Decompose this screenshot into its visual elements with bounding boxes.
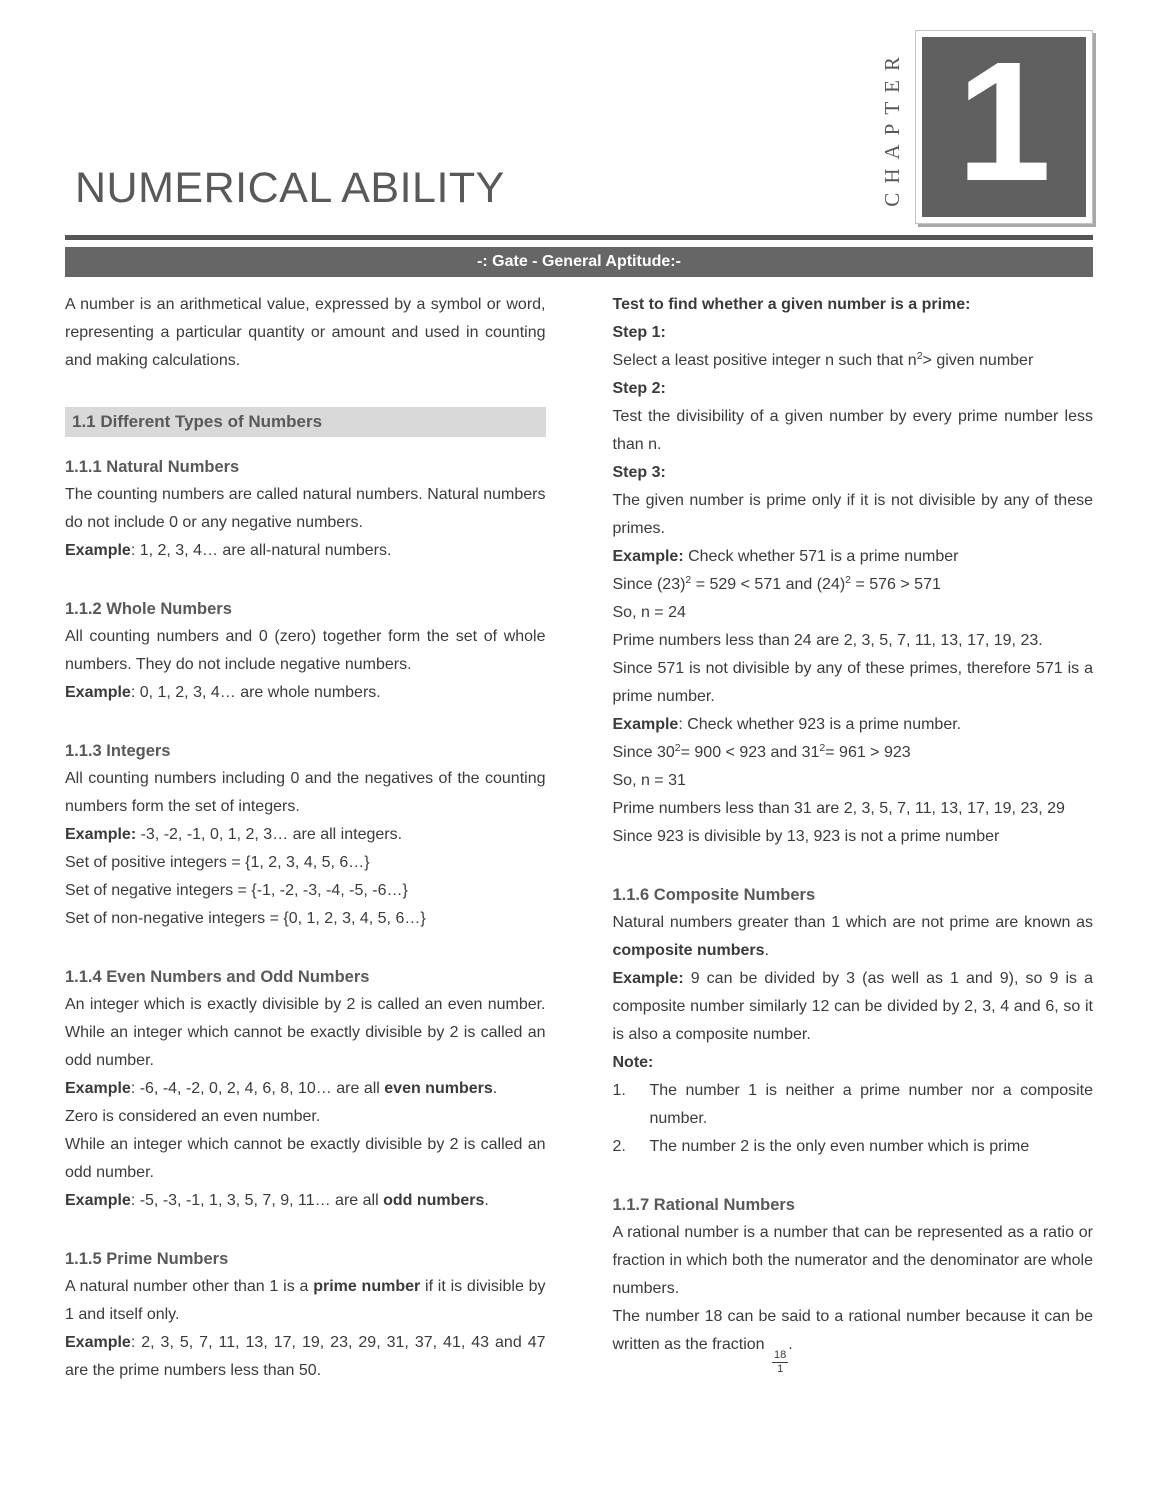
paragraph: Test the divisibility of a given number by every prime number less than n. bbox=[612, 408, 1093, 453]
paragraph: All counting numbers and 0 (zero) together form the set of whole numbers. They do not include negative numbers. bbox=[65, 628, 546, 673]
page-header bbox=[65, 0, 1093, 235]
paragraph: Since 571 is not divisible by any of these primes, therefore 571 is a prime number. bbox=[612, 660, 1093, 705]
paragraph: Example: 2, 3, 5, 7, 11, 13, 17, 19, 23, 29, 31, 37, 41, 43 and 47 are the prime numbers less than 50. bbox=[65, 1334, 546, 1379]
paragraph: An integer which is exactly divisible by 2 is called an even number. While an integer which cannot be exactly divisible by 2 is called an odd number. bbox=[65, 996, 546, 1069]
paragraph: Step 3: bbox=[612, 464, 666, 481]
list-item bbox=[613, 1077, 1094, 1133]
chapter-badge bbox=[880, 27, 1093, 224]
list-text: The number 2 is the only even number which is prime bbox=[649, 1138, 1030, 1155]
right-column bbox=[613, 291, 1094, 1385]
list-item bbox=[613, 1133, 1094, 1161]
paragraph: Step 1: bbox=[612, 324, 666, 341]
content-columns bbox=[65, 291, 1093, 1385]
paragraph: So, n = 31 bbox=[612, 772, 686, 789]
list-number: 1. bbox=[612, 1082, 626, 1099]
paragraph: Example: -5, -3, -1, 1, 3, 5, 7, 9, 11… are all odd numbers. bbox=[65, 1192, 489, 1209]
chapter-number: 1 bbox=[922, 37, 1086, 217]
paragraph: A rational number is a number that can be represented as a ratio or fraction in which both the numerator and the denominator are whole numbers. bbox=[612, 1224, 1093, 1297]
paragraph: Example: 9 can be divided by 3 (as well as 1 and 9), so 9 is a composite number similarly 12 can be divided by 2, 3, 4 and 6, so it is also a composite number. bbox=[612, 970, 1093, 1043]
chapter-label: CHAPTER bbox=[880, 47, 904, 207]
paragraph: Example: 1, 2, 3, 4… are all-natural numbers. bbox=[65, 542, 392, 559]
list-text: The number 1 is neither a prime number nor a composite number. bbox=[649, 1082, 1093, 1127]
page-title: NUMERICAL ABILITY bbox=[75, 164, 505, 212]
paragraph: Example: Check whether 571 is a prime number bbox=[612, 548, 959, 565]
paragraph: Zero is considered an even number. bbox=[65, 1108, 321, 1125]
paragraph: Since 923 is divisible by 13, 923 is not a prime number bbox=[612, 828, 1000, 845]
paragraph: Note: bbox=[612, 1054, 654, 1071]
header-rule bbox=[65, 235, 1093, 240]
paragraph: Example: -3, -2, -1, 0, 1, 2, 3… are all integers. bbox=[65, 826, 403, 843]
chapter-number-frame bbox=[915, 27, 1093, 224]
paragraph: Example: -6, -4, -2, 0, 2, 4, 6, 8, 10… are all even numbers. bbox=[65, 1080, 498, 1097]
paragraph: Test to find whether a given number is a prime: bbox=[612, 296, 971, 313]
paragraph: Natural numbers greater than 1 which are not prime are known as composite numbers. bbox=[612, 914, 1093, 959]
paragraph: A natural number other than 1 is a prime number if it is divisible by 1 and itself only. bbox=[65, 1278, 546, 1323]
paragraph: Example: 0, 1, 2, 3, 4… are whole numbers. bbox=[65, 684, 381, 701]
paragraph: Prime numbers less than 24 are 2, 3, 5, 7, 11, 13, 17, 19, 23. bbox=[612, 632, 1043, 649]
paragraph: The number 18 can be said to a rational number because it can be written as the fraction $\frac{18}{1}$ . bbox=[612, 1308, 1093, 1375]
paragraph: All counting numbers including 0 and the negatives of the counting numbers form the set of integers. bbox=[65, 770, 546, 815]
subsection-heading: 1.1.5 Prime Numbers bbox=[65, 1250, 229, 1268]
subsection-heading: 1.1.2 Whole Numbers bbox=[65, 600, 232, 618]
paragraph: Prime numbers less than 31 are 2, 3, 5, 7, 11, 13, 17, 19, 23, 29 bbox=[612, 800, 1065, 817]
paragraph: Set of negative integers = {-1, -2, -3, -4, -5, -6…} bbox=[65, 882, 408, 899]
subsection-heading: 1.1.4 Even Numbers and Odd Numbers bbox=[65, 968, 370, 986]
section-bar-heading: 1.1 Different Types of Numbers bbox=[65, 407, 546, 437]
paragraph: The given number is prime only if it is not divisible by any of these primes. bbox=[612, 492, 1093, 537]
paragraph: A number is an arithmetical value, expressed by a symbol or word, representing a particular quantity or amount and used in counting and making calculations. bbox=[65, 296, 546, 369]
banner-title: -: Gate - General Aptitude:- bbox=[65, 247, 1093, 277]
paragraph: Set of positive integers = {1, 2, 3, 4, 5, 6…} bbox=[65, 854, 370, 871]
paragraph: While an integer which cannot be exactly divisible by 2 is called an odd number. bbox=[65, 1136, 546, 1181]
paragraph: Select a least positive integer n such that $n^2>$ given number bbox=[612, 350, 1034, 369]
subsection-heading: 1.1.7 Rational Numbers bbox=[612, 1196, 795, 1214]
paragraph: So, n = 24 bbox=[612, 604, 686, 621]
subsection-heading: 1.1.6 Composite Numbers bbox=[612, 886, 816, 904]
paragraph: Set of non-negative integers = {0, 1, 2, 3, 4, 5, 6…} bbox=[65, 910, 426, 927]
paragraph: Step 2: bbox=[612, 380, 666, 397]
paragraph: The counting numbers are called natural numbers. Natural numbers do not include 0 or any negative numbers. bbox=[65, 486, 546, 531]
paragraph: Since $30^2= 900 < 923$ and $31^2= 961 > 923$ bbox=[612, 742, 911, 761]
left-column bbox=[65, 291, 546, 1385]
fraction: $\frac{18}{1}$ bbox=[774, 1349, 787, 1375]
paragraph: Example: Check whether 923 is a prime number. bbox=[612, 716, 962, 733]
paragraph: Since $(23)^2 = 529 < 571$ and $(24)^2 = 576 > 571$ bbox=[612, 574, 941, 593]
subsection-heading: 1.1.3 Integers bbox=[65, 742, 171, 760]
subsection-heading: 1.1.1 Natural Numbers bbox=[65, 458, 240, 476]
list-number: 2. bbox=[612, 1138, 626, 1155]
